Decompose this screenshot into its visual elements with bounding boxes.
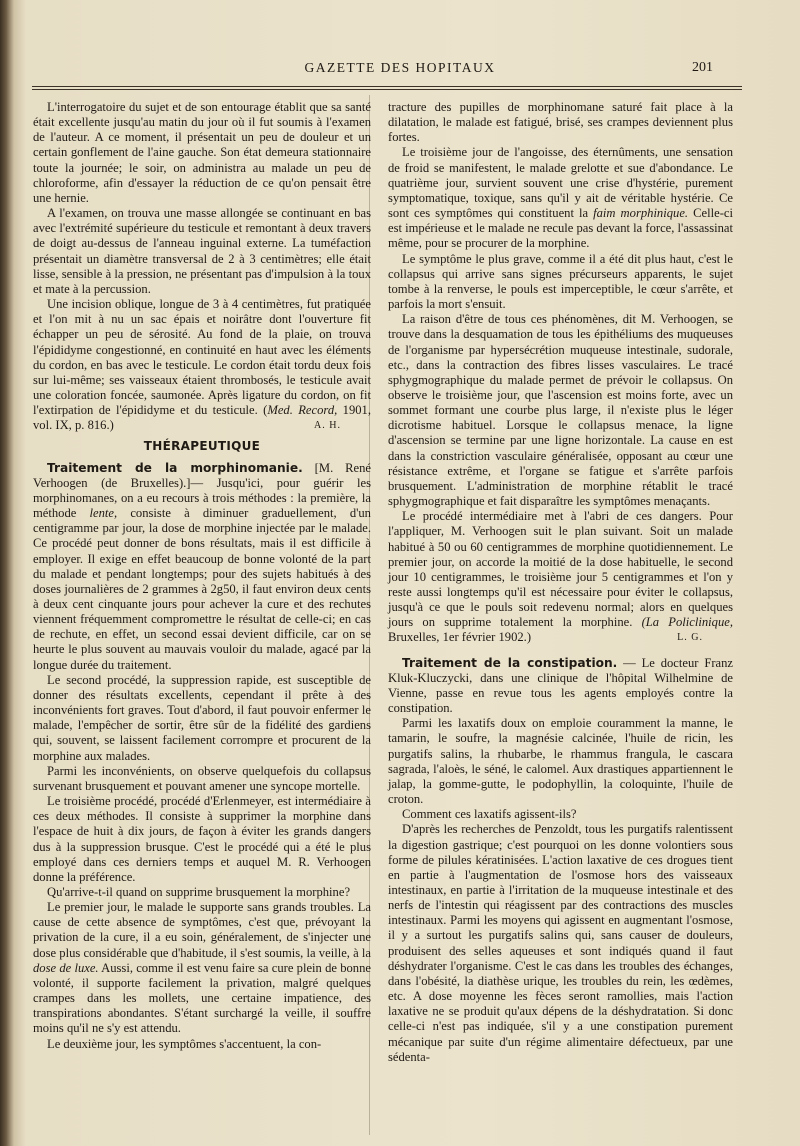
emphasis: dose de luxe. [33, 960, 99, 975]
paragraph-text: Le procédé intermédiaire met à l'abri de ces dangers. Pour l'appliquer, M. Verhoogen suit le plan suivant. Soit un malade habitué à 50 ou 60 centigrammes de morphine quotidiennement. Le premier jour, on accorde la moitié de la dose habituelle, le second jour 10 centigrammes, le troisième jour 5 centigrammes et l'on y reste aussi longtemps qu'il est nécessaire pour éviter le collapsus, jusqu'à ce que le pouls soit redevenu normal; alors en quelques jours on supprime totalement la morphine. [388, 509, 733, 630]
author-initials: L. G. [677, 632, 703, 644]
paragraph: A l'examen, on trouva une masse allongée se continuant en bas avec l'extrémité supérieure du testicule et remontant à deux travers de doigt au-dessus de l'anneau inguinal externe. La tuméfaction présentait un diamètre transversal de 2 à 3 centimètres; elle était lisse, sensible à la pression, ne présentant pas d'impulsion à la toux et mate à la percussion. [33, 206, 371, 296]
paragraph [388, 509, 733, 645]
reference-detail: 1901, vol. IX, p. 816.) [33, 403, 371, 433]
paragraph: L'interrogatoire du sujet et de son entourage établit que sa santé était excellente jusqu'au matin du jour où il fut soumis à l'examen de l'auteur. A ce moment, il présentait un peu de douleur et un certain gonflement de l'aine gauche. Son état demeura stationnaire toute la journée; le soir, on administra au malade un peu de chloroforme, afin d'essayer la réduction de ce qu'on pensait être une hernie. [33, 100, 371, 205]
running-header [0, 60, 800, 80]
paragraph [388, 145, 733, 251]
reference-journal: (La Policlinique, [641, 615, 733, 630]
paragraph-text: — Jusqu'ici, pour guérir les morphinomanes, on a eu recours à trois méthodes : la première, la méthode [33, 475, 371, 521]
paragraph: Qu'arrive-t-il quand on supprime brusquement la morphine? [47, 884, 351, 899]
left-column [33, 100, 371, 1052]
article-title: Traitement de la morphinomanie. [47, 460, 303, 475]
paragraph: Le deuxième jour, les symptômes s'accentuent, la con- [47, 1036, 322, 1051]
paragraph [33, 900, 371, 1036]
page-number: 201 [692, 60, 713, 75]
paragraph: La raison d'être de tous ces phénomènes, dit M. Verhoogen, se trouve dans la desquamation de tous les épithéliums des muqueuses de l'organisme par hypersécrétion muqueuse intestinale, sudorale, etc., dans la contraction des fibres lisses vasculaires. Le tracé sphygmographique du malade permet de prévoir le collapsus. On observe le troisième jour, que l'ascension est moins forte, avec un sommet formant une courbe plus large, il n'existe plus le léger dicrotisme habituel. Lorsque le collapsus menace, la ligne d'ascension se termine par une ligne horizontale. La cause en est dans la constriction vasculaire généralisée, opposant au cœur une résistance extrême, et l'organe se fatigue et s'arrête parfois brusquement. L'administration de morphine rétablit le tracé sphygmographique et fait disparaître les symptômes menaçants. [388, 312, 733, 509]
article-author: [M. René Verhoogen (de Bruxelles).] [33, 460, 371, 490]
section-heading: THÉRAPEUTIQUE [143, 439, 261, 454]
paragraph: D'après les recherches de Penzoldt, tous les purgatifs ralentissent la digestion gastrique; c'est pourquoi on les donne volontiers sous forme de pilules kératinisées. L'action laxative de ces drogues tient en partie à l'augmentation de l'osmose hors des vaisseaux intestinaux, en partie à l'irritation de la muqueuse intestinale et des nerfs de l'intestin qui réagissent par des contractions des muscles intestinaux. Parmi les moyens qui agissent en augmentant l'osmose, il y a surtout les purgatifs salins qui, sans causer de douleurs, produisent des selles aqueuses et sont indiqués quand il faut déshydrater l'organisme. C'est le cas dans les troubles des échanges, dans l'obésité, la diathèse urique, les troubles du rein, les œdèmes, etc. A dose moyenne les fèces seront ramollies, mais l'action laxative ne se produit qu'aux dépens de la déshydratation. Si donc celle-ci n'est pas indiquée, s'il y a une constipation purement mécanique par suite d'un régime alimentaire défectueux, par une sédenta- [388, 822, 733, 1064]
article-intro [388, 656, 733, 717]
paragraph-text: Le troisième jour de l'angoisse, des éternûments, une sensation de froid se manifestent, le malade grelotte et sue d'abondance. Le quatrième jour, survient souvent une crise d'hystérie, purement symptomatique, toxique, sans qu'il y ait de véritable hystérie. Ce sont ces symptômes qui constituent la [388, 145, 733, 221]
right-column [388, 100, 733, 1065]
reference-detail: Bruxelles, 1er février 1902.) [388, 630, 532, 645]
paragraph: tracture des pupilles de morphinomane saturé fait place à la dilatation, le malade est fatigué, brisé, ses crampes deviennent plus fortes. [388, 100, 733, 145]
paragraph: Le troisième procédé, procédé d'Erlenmeyer, est intermédiaire à ces deux méthodes. Il consiste à supprimer la morphine dans l'espace de huit à dix jours, de façon à éviter les grands dangers dus à la suppression brusque. C'est le procédé qui a été le plus employé dans ces derniers temps et auquel M. R. Verhoogen donne la préférence. [33, 794, 371, 884]
journal-title: GAZETTE DES HOPITAUX [304, 60, 496, 75]
paragraph-text: — Le docteur Franz Kluk-Kluczycki, dans une clinique de l'hôpital Wilhelmine de Vienne, passe en revue tous les agents employés contre la constipation. [388, 655, 733, 716]
paragraph: Comment ces laxatifs agissent-ils? [402, 807, 577, 822]
article-title: Traitement de la constipation. [402, 655, 618, 670]
paragraph: Parmi les inconvénients, on observe quelquefois du collapsus survenant brusquement et pouvant amener une syncope mortelle. [33, 763, 371, 793]
emphasis: faim morphinique. [593, 206, 689, 221]
paragraph-text: Le premier jour, le malade le supporte sans grands troubles. La cause de cette absence de symptômes, c'est que, prévoyant la privation de la cure, il a eu soin, généralement, de s'injecter une dose plus considérable que d'habitude, il s'est soumis, la veille, à la [33, 900, 371, 960]
paragraph-text: Aussi, comme il est venu faire sa cure plein de bonne volonté, il supporte facilement la privation, malgré quelques crampes dans les mollets, une certaine impatience, des transpirations abondantes. S'étant surchargé la veille, il souffre moins qu'il ne s'y est attendu. [33, 960, 371, 1036]
author-initials: A. H. [314, 420, 341, 432]
paragraph: Le second procédé, la suppression rapide, est susceptible de donner des résultats excellents, cependant il prête à des inconvénients fort graves. Tout d'abord, il faut pouvoir enfermer le malade, l'empêcher de sortir, être sûr de la fidélité des gardiens qui, souvent, se laissent facilement corrompre et procurent de la morphine aux malades. [33, 672, 371, 763]
header-rule [32, 86, 742, 90]
spacer [388, 646, 733, 656]
paragraph: Parmi les laxatifs doux on emploie couramment la manne, le tamarin, le soufre, la magnésie calcinée, l'huile de ricin, les purgatifs salins, la rhubarbe, le rhammus frangula, le cascara sagrada, l'aloès, le séné, le calomel. Aux drastiques appartiennent le jalap, la gomme-gutte, le podophyllin, la coloquinte, l'huile de croton. [388, 716, 733, 807]
emphasis: lente, [89, 506, 118, 521]
paragraph: Le symptôme le plus grave, comme il a été dit plus haut, c'est le collapsus qui arrive sans signes précurseurs apparents, le sujet tombe à la renverse, le pouls est imperceptible, le cœur s'arrête, et parfois la mort s'ensuit. [388, 251, 733, 312]
paragraph-text: Une incision oblique, longue de 3 à 4 centimètres, fut pratiquée et l'on mit à nu un sac épais et noirâtre dont l'ouverture fit échapper un peu de sérosité. Au fond de la plaie, on trouva l'épididyme congestionné, en continuité en haut avec les éléments du cordon, en bas avec le testicule. Le cordon était tordu deux fois sur lui-même; ses vaisseaux étaient thrombosés, le testicule avait une coloration foncée, saumonée. Après ligature du cordon, on fit l'extirpation de l'épididyme et du testicule. [33, 297, 371, 418]
article-intro [33, 461, 371, 673]
paragraph-text: consiste à diminuer graduellement, d'un centigramme par jour, la dose de morphine injectée par le malade. Ce procédé peut donner de bons résultats, mais il est difficile à employer. Il exige en effet beaucoup de bonne volonté de la part du malade et pendant longtemps; pour des sujets habitués à des doses journalières de 2 grammes à 2g50, il faut environ deux cents à deux cent cinquante jours pour achever la cure et des rechutes viennent fréquemment compromettre le résultat de celle-ci; en cas de rechute, en effet, un second essai devient difficile, car on se heurte le plus souvent au mauvais vouloir du malade, agacé par la longue durée du traitement. [33, 506, 371, 672]
paragraph: Une incision oblique, longue de 3 à 4 centimètres, fut pratiquée et l'on mit à nu un sac épais et noirâtre dont l'ouverture fit échapper un peu de sérosité. Au fond de la plaie, on trouva l'épididyme congestionné, en continuité en haut avec les éléments du cordon, en bas avec le testicule. Le cordon était tordu deux fois sur lui-même; ses vaisseaux étaient thrombosés, le testicule avait une coloration foncée, saumonée. Après ligature du cordon, on fit l'extirpation de l'épididyme et du testicule. (Med. Record, 1901, vol. IX, p. 816.) A. H. [33, 297, 371, 433]
paragraph-text: Celle-ci est impérieuse et le malade ne recule pas devant la force, l'assassinat même, pour se procurer de la morphine. [388, 206, 733, 251]
reference-journal: Med. Record, [267, 403, 338, 418]
